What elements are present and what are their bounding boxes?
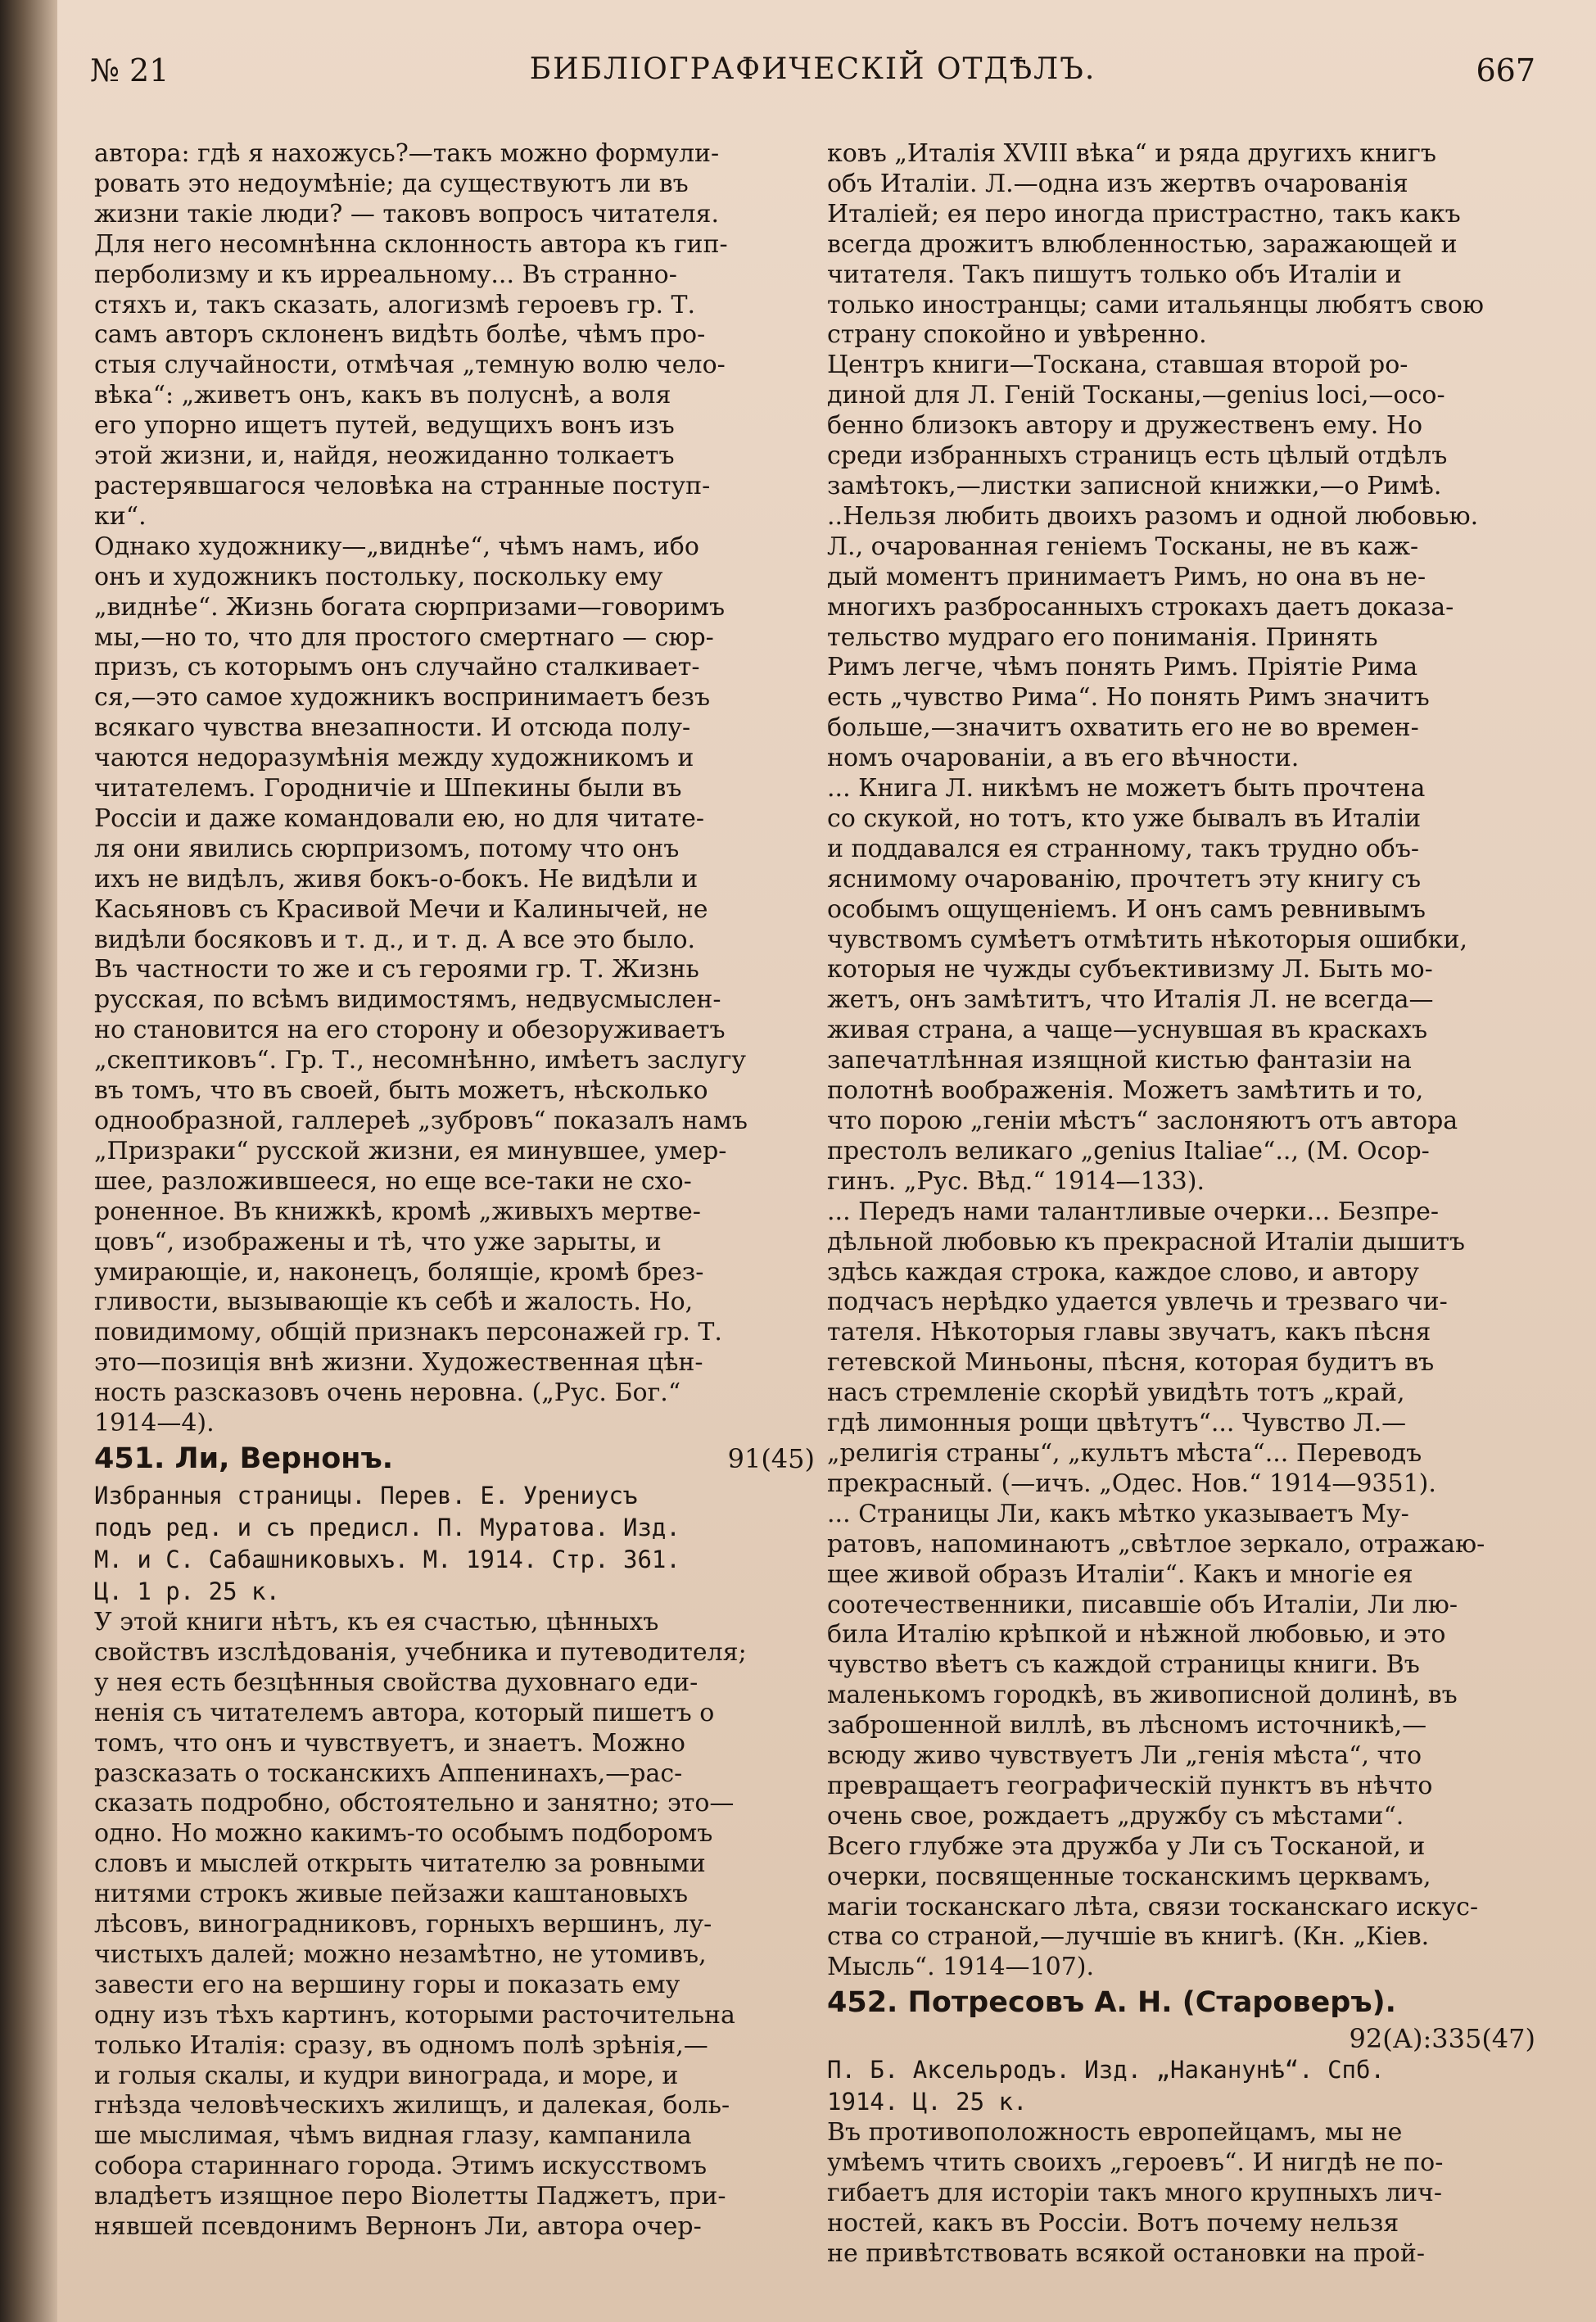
bib-line: П. Б. Аксельродъ. Изд. „Наканунѣ“. Спб. (827, 2056, 1385, 2084)
left-column (94, 139, 815, 2293)
text-line: живая страна, а чаще—уснувшая въ краскахъ (827, 1016, 1428, 1045)
text-line: растерявшагося человѣка на странные поступ- (94, 471, 711, 500)
text-line: свойствъ изслѣдованія, учебника и путеводителя; (94, 1637, 747, 1667)
bib-line: М. и С. Сабашниковыхъ. М. 1914. Стр. 361. (94, 1545, 680, 1573)
entry-452-bibliography (827, 2054, 1535, 2118)
text-line: Италіей; ея перо иногда пристрастно, такъ какъ (827, 199, 1461, 229)
bib-line: 1914. Ц. 25 к. (827, 2088, 1028, 2116)
book-gutter-shadow (0, 0, 57, 2322)
text-line: видѣли босяковъ и т. д., и т. д. А все это было. (94, 925, 696, 954)
text-line: собора стариннаго города. Этимъ искусствомъ (94, 2152, 708, 2181)
left-text-block-a (94, 139, 815, 1439)
text-line: ихъ не видѣлъ, живя бокъ-о-бокъ. Не видѣли и (94, 864, 699, 894)
text-line: которыя не чужды субъективизму Л. Быть мо- (827, 955, 1433, 984)
text-line: ки“. (94, 501, 147, 531)
text-line: владѣетъ изящное перо Віолетты Паджетъ, при- (94, 2182, 726, 2211)
text-line: ... Страницы Ли, какъ мѣтко указываетъ Му- (827, 1499, 1409, 1528)
text-line: многихъ разбросанныхъ строкахъ даетъ доказа- (827, 592, 1454, 622)
text-line: Л., очарованная геніемъ Тосканы, не въ каж- (827, 532, 1419, 561)
text-line: 1914—4). (94, 1409, 215, 1438)
text-line: гинъ. „Рус. Вѣд.“ 1914—133). (827, 1166, 1205, 1196)
text-line: дѣльной любовью къ прекрасной Италіи дышитъ (827, 1227, 1466, 1256)
text-line: страну спокойно и увѣренно. (827, 320, 1207, 350)
entry-451-heading (94, 1442, 815, 1475)
text-line: одно. Но можно какимъ-то особымъ подборомъ (94, 1819, 713, 1849)
bib-line: подъ ред. и съ предисл. П. Муратова. Изд. (94, 1513, 680, 1541)
text-line: Въ противоположность европейцамъ, мы не (827, 2118, 1403, 2148)
text-line: есть „чувство Рима“. Но понять Римъ значитъ (827, 683, 1430, 713)
text-line: всюду живо чувствуетъ Ли „генія мѣста“, что (827, 1741, 1422, 1771)
text-line: У этой книги нѣтъ, къ ея счастью, цѣнныхъ (94, 1607, 659, 1636)
text-line: очерки, посвященные тосканскимъ церквамъ, (827, 1862, 1431, 1891)
text-line: яснимому очарованію, прочтетъ эту книгу съ (827, 864, 1422, 894)
text-line: ... Передъ нами талантливые очерки... Безпре- (827, 1197, 1439, 1226)
issue-number: № 21 (90, 52, 170, 88)
text-line: запечатлѣнная изящной кистью фантазіи на (827, 1046, 1412, 1075)
text-line: Римъ легче, чѣмъ понять Римъ. Пріятіе Рима (827, 653, 1418, 682)
text-line: мы,—но то, что для простого смертнаго — сюр- (94, 622, 714, 652)
text-line: Всего глубже эта дружба у Ли съ Тосканой, и (827, 1831, 1426, 1861)
text-line: дый моментъ принимаетъ Римъ, но она въ не- (827, 562, 1426, 591)
text-line: заброшенной виллѣ, въ лѣсномъ источникѣ,— (827, 1711, 1427, 1740)
right-column (827, 139, 1535, 2293)
text-line: гдѣ лимонныя рощи цвѣтутъ“... Чувство Л.— (827, 1409, 1407, 1438)
text-line: у нея есть безцѣнныя свойства духовнаго еди- (94, 1668, 699, 1697)
text-line: разсказать о тосканскихъ Аппенинахъ,—рас- (94, 1758, 683, 1788)
text-line: читателя. Такъ пишутъ только объ Италіи и (827, 260, 1402, 289)
text-line: читателемъ. Городничіе и Шпекины были въ (94, 774, 682, 803)
text-line: здѣсь каждая строка, каждое слово, и автору (827, 1257, 1419, 1287)
text-line: томъ, что онъ и чувствуетъ, и знаетъ. Можно (94, 1728, 685, 1758)
text-line: очень свое, рождаетъ „дружбу съ мѣстами“. (827, 1801, 1404, 1831)
text-line: этой жизни, и, найдя, неожиданно толкаетъ (94, 441, 675, 471)
text-line: призъ, съ которымъ онъ случайно сталкивает- (94, 653, 700, 682)
text-line: превращаетъ географическій пунктъ въ нѣчто (827, 1771, 1433, 1800)
text-line: Мысль“. 1914—107). (827, 1953, 1095, 1982)
text-line: особымъ ощущеніемъ. И онъ самъ ревнивымъ (827, 894, 1426, 924)
text-line: жетъ, онъ замѣтитъ, что Италія Л. не всегда— (827, 985, 1434, 1015)
text-line: это—позиція внѣ жизни. Художественная цѣн- (94, 1348, 703, 1378)
text-line: со скукой, но тотъ, кто уже бывалъ въ Италіи (827, 803, 1422, 833)
text-line: всякаго чувства внезапности. И отсюда полу- (94, 713, 691, 743)
text-line: что порою „геніи мѣстъ“ заслоняютъ отъ автора (827, 1107, 1458, 1135)
text-line: „виднѣе“. Жизнь богата сюрпризами—говоримъ (94, 592, 726, 622)
text-line: „Призраки“ русской жизни, ея минувшее, умер- (94, 1136, 727, 1166)
text-line: завести его на вершину горы и показать ему (94, 1970, 680, 1999)
text-line: Въ частности то же и съ героями гр. Т. Жизнь (94, 955, 699, 984)
text-line: ... Книга Л. никѣмъ не можетъ быть прочтена (827, 774, 1426, 803)
text-line: среди избранныхъ страницъ есть цѣлый отдѣлъ (827, 441, 1448, 471)
text-line: стыя случайности, отмѣчая „темную волю чело- (94, 351, 726, 380)
text-line: диной для Л. Геній Тосканы,—genius loci,—осо- (827, 381, 1445, 410)
entry-451-bibliography (94, 1480, 815, 1608)
text-line: автора: гдѣ я нахожусь?—такъ можно формули- (94, 139, 720, 168)
text-line: замѣтокъ,—листки записной книжки,—о Римѣ. (827, 471, 1442, 500)
bib-line: Избранныя страницы. Перев. Е. Урениусъ (94, 1481, 638, 1510)
text-line: „скептиковъ“. Гр. Т., несомнѣнно, имѣетъ заслугу (94, 1046, 747, 1075)
text-line: повидимому, общій признакъ персонажей гр. Т. (94, 1318, 722, 1347)
text-line: маленькомъ городкѣ, въ живописной долинѣ, въ (827, 1681, 1458, 1710)
left-text-block-b (94, 1608, 815, 2243)
text-line: полотнѣ воображенія. Можетъ замѣтить и то, (827, 1076, 1424, 1106)
text-line: гнѣзда человѣческихъ жилищъ, и далекая, боль- (94, 2091, 730, 2121)
text-line: русская, по всѣмъ видимостямъ, недвусмыслен- (94, 985, 721, 1015)
text-line: чистыхъ далей; можно незамѣтно, не утомивъ, (94, 1940, 707, 1969)
text-line: чувство вѣетъ съ каждой страницы книги. Въ (827, 1650, 1420, 1680)
page-header (90, 52, 1535, 102)
text-line: больше,—значитъ охватить его не во времен- (827, 713, 1419, 743)
text-line: чувствомъ сумѣетъ отмѣтить нѣкоторыя ошибки, (827, 925, 1468, 954)
text-line: ства со страной,—лучшіе въ книгѣ. (Кн. „Кіев. (827, 1922, 1430, 1952)
text-line: тателя. Нѣкоторыя главы звучатъ, какъ пѣсня (827, 1318, 1431, 1347)
text-line: жизни такіе люди? — таковъ вопросъ читателя. (94, 199, 720, 229)
text-line: гибаетъ для исторіи такъ много крупныхъ лич- (827, 2179, 1443, 2207)
text-line: подчасъ нерѣдко удается увлечь и трезваго чи- (827, 1288, 1448, 1317)
text-line: нявшей псевдонимъ Вернонъ Ли, автора очер- (94, 2212, 702, 2242)
text-line: гливости, вызывающіе къ себѣ и жалость. Но, (94, 1288, 694, 1317)
text-line: онъ и художникъ постольку, поскольку ему (94, 562, 663, 591)
text-line: только Италія: сразу, въ одномъ полѣ зрѣнія,— (94, 2030, 708, 2060)
text-line: соотечественники, писавшіе объ Италіи, Ли лю- (827, 1590, 1458, 1619)
text-line: цовъ“, изображены и тѣ, что уже зарыты, и (94, 1227, 662, 1256)
text-line: ля они явились сюрпризомъ, потому что онъ (94, 834, 680, 863)
text-line: „религія страны“, „культъ мѣста“... Переводъ (827, 1438, 1422, 1468)
text-line: ся,—это самое художникъ воспринимаетъ безъ (94, 683, 711, 713)
text-line: тельство мудраго его пониманія. Принять (827, 622, 1378, 652)
text-line: вѣка“: „живетъ онъ, какъ въ полуснѣ, а воля (94, 381, 671, 410)
bib-line: Ц. 1 р. 25 к. (94, 1577, 280, 1605)
text-line: била Италію крѣпкой и нѣжной любовью, и это (827, 1620, 1446, 1650)
text-line: и поддавался ея странному, такъ трудно объ- (827, 834, 1420, 863)
text-line: лѣсовъ, виноградниковъ, горныхъ вершинъ, лу- (94, 1910, 712, 1940)
text-line: щее живой образъ Италіи“. Какъ и многіе ея (827, 1559, 1413, 1589)
text-line: сказать подробно, обстоятельно и занятно; это— (94, 1789, 735, 1818)
text-line: Для него несомнѣнна склонность автора къ гип- (94, 229, 728, 259)
text-line: объ Италіи. Л.—одна изъ жертвъ очарованія (827, 169, 1408, 198)
text-line: бенно близокъ автору и дружественъ ему. Но (827, 411, 1423, 441)
text-line: номъ очарованіи, а въ его вѣчности. (827, 744, 1300, 773)
text-line: однообразной, галлереѣ „зубровъ“ показалъ намъ (94, 1107, 748, 1135)
text-line: шее, разложившееся, но еще все-таки не схо- (94, 1166, 692, 1196)
section-title: БИБЛІОГРАФИЧЕСКІЙ ОТДѢЛЪ. (529, 52, 1096, 86)
text-line: его упорно ищетъ путей, ведущихъ вонъ изъ (94, 411, 675, 441)
text-line: и голыя скалы, и кудри винограда, и море, и (94, 2061, 679, 2090)
text-line: но становится на его сторону и обезоруживаетъ (94, 1016, 726, 1045)
text-line: въ томъ, что въ своей, быть можетъ, нѣсколько (94, 1076, 708, 1106)
text-line: словъ и мыслей открыть читателю за ровными (94, 1849, 706, 1879)
text-line: умѣемъ чтить своихъ „героевъ“. И нигдѣ не по- (827, 2148, 1444, 2178)
entry-451-code: 91(45) (727, 1442, 815, 1474)
text-line: престолъ великаго „genius Italiae“.., (М. Осор- (827, 1136, 1430, 1166)
text-line: ..Нельзя любить двоихъ разомъ и одной любовью. (827, 501, 1479, 531)
text-line: чаются недоразумѣнія между художникомъ и (94, 744, 694, 773)
text-line: насъ стремленіе скорѣй увидѣть тотъ „край, (827, 1378, 1405, 1408)
text-line: ратовъ, напоминаютъ „свѣтлое зеркало, отражаю- (827, 1529, 1485, 1559)
right-text-block-a (827, 139, 1535, 1983)
page-number: 667 (1476, 52, 1535, 88)
text-line: Центръ книги—Тоскана, ставшая второй ро- (827, 351, 1408, 380)
text-line: Россіи и даже командовали ею, но для читате- (94, 803, 705, 833)
text-line: ненія съ читателемъ автора, который пишетъ о (94, 1698, 715, 1727)
entry-451-title: 451. Ли, Вернонъ. (94, 1442, 394, 1475)
right-text-block-b (827, 2118, 1535, 2270)
text-line: ровать это недоумѣніе; да существуютъ ли въ (94, 169, 689, 198)
text-line: не привѣтствовать всякой остановки на прой- (827, 2238, 1425, 2268)
text-line: самъ авторъ склоненъ видѣть болѣе, чѣмъ про- (94, 320, 706, 350)
text-line: одну изъ тѣхъ картинъ, которыми расточительна (94, 2000, 735, 2030)
text-line: умирающіе, и, наконецъ, болящіе, кромѣ брез- (94, 1257, 704, 1287)
text-line: Однако художнику—„виднѣе“, чѣмъ намъ, ибо (94, 532, 699, 561)
text-line: Касьяновъ съ Красивой Мечи и Калинычей, не (94, 894, 708, 924)
text-line: гетевской Миньоны, пѣсня, которая будитъ въ (827, 1348, 1435, 1378)
text-line: нитями строкъ живые пейзажи каштановыхъ (94, 1880, 689, 1909)
text-line: только иностранцы; сами итальянцы любятъ свою (827, 290, 1485, 319)
text-line: ность разсказовъ очень неровна. („Рус. Бог.“ (94, 1378, 681, 1408)
text-line: ковъ „Италія XVIII вѣка“ и ряда другихъ книгъ (827, 139, 1436, 168)
text-line: прекрасный. (—ичъ. „Одес. Нов.“ 1914—9351). (827, 1469, 1436, 1498)
entry-452-code: 92(А):335(47) (1349, 2024, 1535, 2055)
text-line: стяхъ и, такъ сказать, алогизмѣ героевъ гр. Т. (94, 290, 696, 319)
entry-452-heading: 452. Потресовъ А. Н. (Староверъ). (827, 1986, 1396, 2020)
text-line: всегда дрожитъ влюбленностью, заражающей и (827, 229, 1458, 259)
text-line: ностей, какъ въ Россіи. Вотъ почему нельзя (827, 2208, 1399, 2238)
text-line: перболизму и къ ирреальному... Въ странно- (94, 260, 677, 289)
text-line: магіи тосканскаго лѣта, связи тосканскаго искус- (827, 1892, 1479, 1921)
text-line: роненное. Въ книжкѣ, кромѣ „живыхъ мертве- (94, 1197, 701, 1226)
text-line: ше мыслимая, чѣмъ видная глазу, кампанила (94, 2121, 692, 2151)
